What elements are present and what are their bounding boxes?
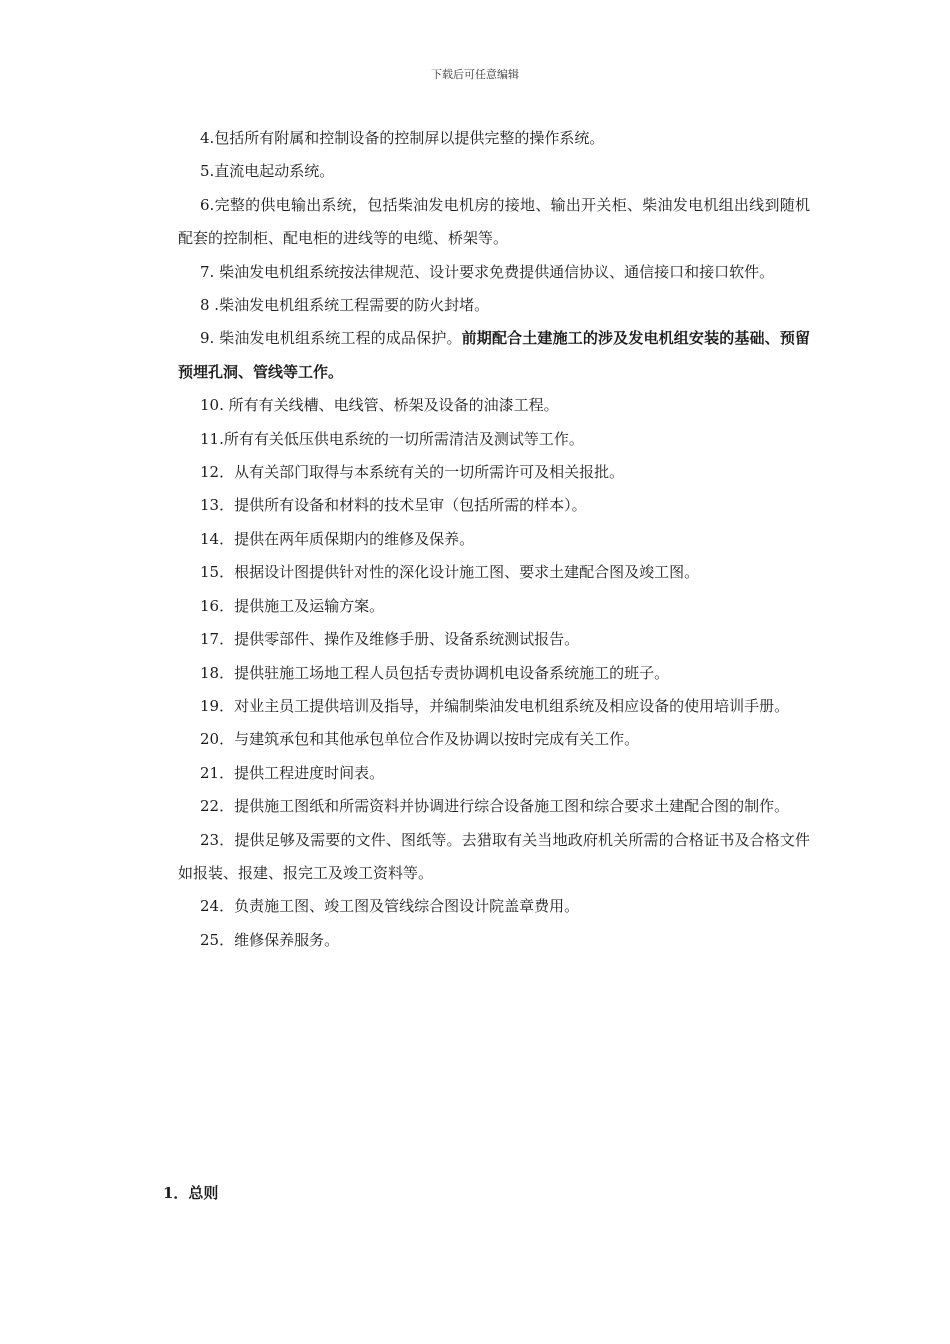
page-header: 下载后可任意编辑 — [431, 68, 519, 81]
item-text: 21．提供工程进度时间表。 — [200, 763, 385, 782]
section-heading: 1．总则 — [163, 1184, 219, 1202]
list-item — [178, 556, 810, 589]
list-item — [178, 122, 810, 155]
list-item — [178, 423, 810, 456]
item-text: 14．提供在两年质保期内的维修及保养。 — [200, 529, 475, 548]
item-text: 22．提供施工图纸和所需资料并协调进行综合设备施工图和综合要求土建配合图的制作。 — [200, 797, 790, 816]
item-text: 10. 所有有关线槽、电线管、桥架及设备的油漆工程。 — [200, 396, 559, 415]
item-text: 20．与建筑承包和其他承包单位合作及协调以按时完成有关工作。 — [200, 730, 640, 749]
list-item — [178, 690, 810, 723]
item-text: 11.所有有关低压供电系统的一切所需清洁及测试等工作。 — [200, 429, 584, 448]
list-item — [178, 489, 810, 522]
item-text: 17．提供零部件、操作及维修手册、设备系统测试报告。 — [200, 630, 580, 649]
item-text: 6.完整的供电输出系统，包括柴油发电机房的接地、输出开关柜、柴油发电机组出线到随机配套的控制柜、配电柜的进线等的电缆、桥架等。 — [178, 195, 810, 248]
list-item — [178, 590, 810, 623]
item-text: 24．负责施工图、竣工图及管线综合图设计院盖章费用。 — [200, 897, 580, 916]
item-text: 12．从有关部门取得与本系统有关的一切所需许可及相关报批。 — [200, 463, 625, 482]
item-text: 8 .柴油发电机组系统工程需要的防火封堵。 — [200, 296, 490, 315]
item-text: 4.包括所有附属和控制设备的控制屏以提供完整的操作系统。 — [200, 129, 605, 147]
list-item — [178, 757, 810, 790]
scope-list — [178, 122, 810, 957]
list-item — [178, 256, 810, 289]
list-item — [178, 523, 810, 556]
list-item — [178, 155, 810, 188]
list-item — [178, 723, 810, 756]
list-item — [178, 456, 810, 489]
item-text: 15．根据设计图提供针对性的深化设计施工图、要求土建配合图及竣工图。 — [200, 563, 700, 582]
list-item — [178, 389, 810, 422]
item-text: 13．提供所有设备和材料的技术呈审（包括所需的样本）。 — [200, 496, 587, 515]
list-item — [178, 890, 810, 923]
item-text: 25．维修保养服务。 — [200, 930, 340, 949]
item-text: 7. 柴油发电机组系统按法律规范、设计要求免费提供通信协议、通信接口和接口软件。 — [200, 262, 775, 281]
item-text: 18．提供驻施工场地工程人员包括专责协调机电设备系统施工的班子。 — [200, 663, 670, 682]
list-item — [178, 824, 810, 891]
item-text: 23．提供足够及需要的文件、图纸等。去猎取有关当地政府机关所需的合格证书及合格文件如报装、报建、报完工及竣工资料等。 — [178, 830, 810, 882]
list-item — [178, 322, 810, 389]
list-item — [178, 189, 810, 256]
item-text: 19．对业主员工提供培训及指导，并编制柴油发电机组系统及相应设备的使用培训手册。 — [200, 696, 790, 715]
list-item — [178, 623, 810, 656]
list-item — [178, 289, 810, 322]
item-text: 9. 柴油发电机组系统工程的成品保护。 — [200, 329, 462, 348]
list-item — [178, 657, 810, 690]
list-item — [178, 924, 810, 957]
item-bold-text: 前期配合土建施工的涉及发电机组安装的基础、预留预埋孔洞、管线等工作。 — [178, 329, 810, 381]
item-text: 5.直流电起动系统。 — [200, 162, 335, 181]
list-item — [178, 790, 810, 823]
item-text: 16．提供施工及运输方案。 — [200, 596, 385, 615]
